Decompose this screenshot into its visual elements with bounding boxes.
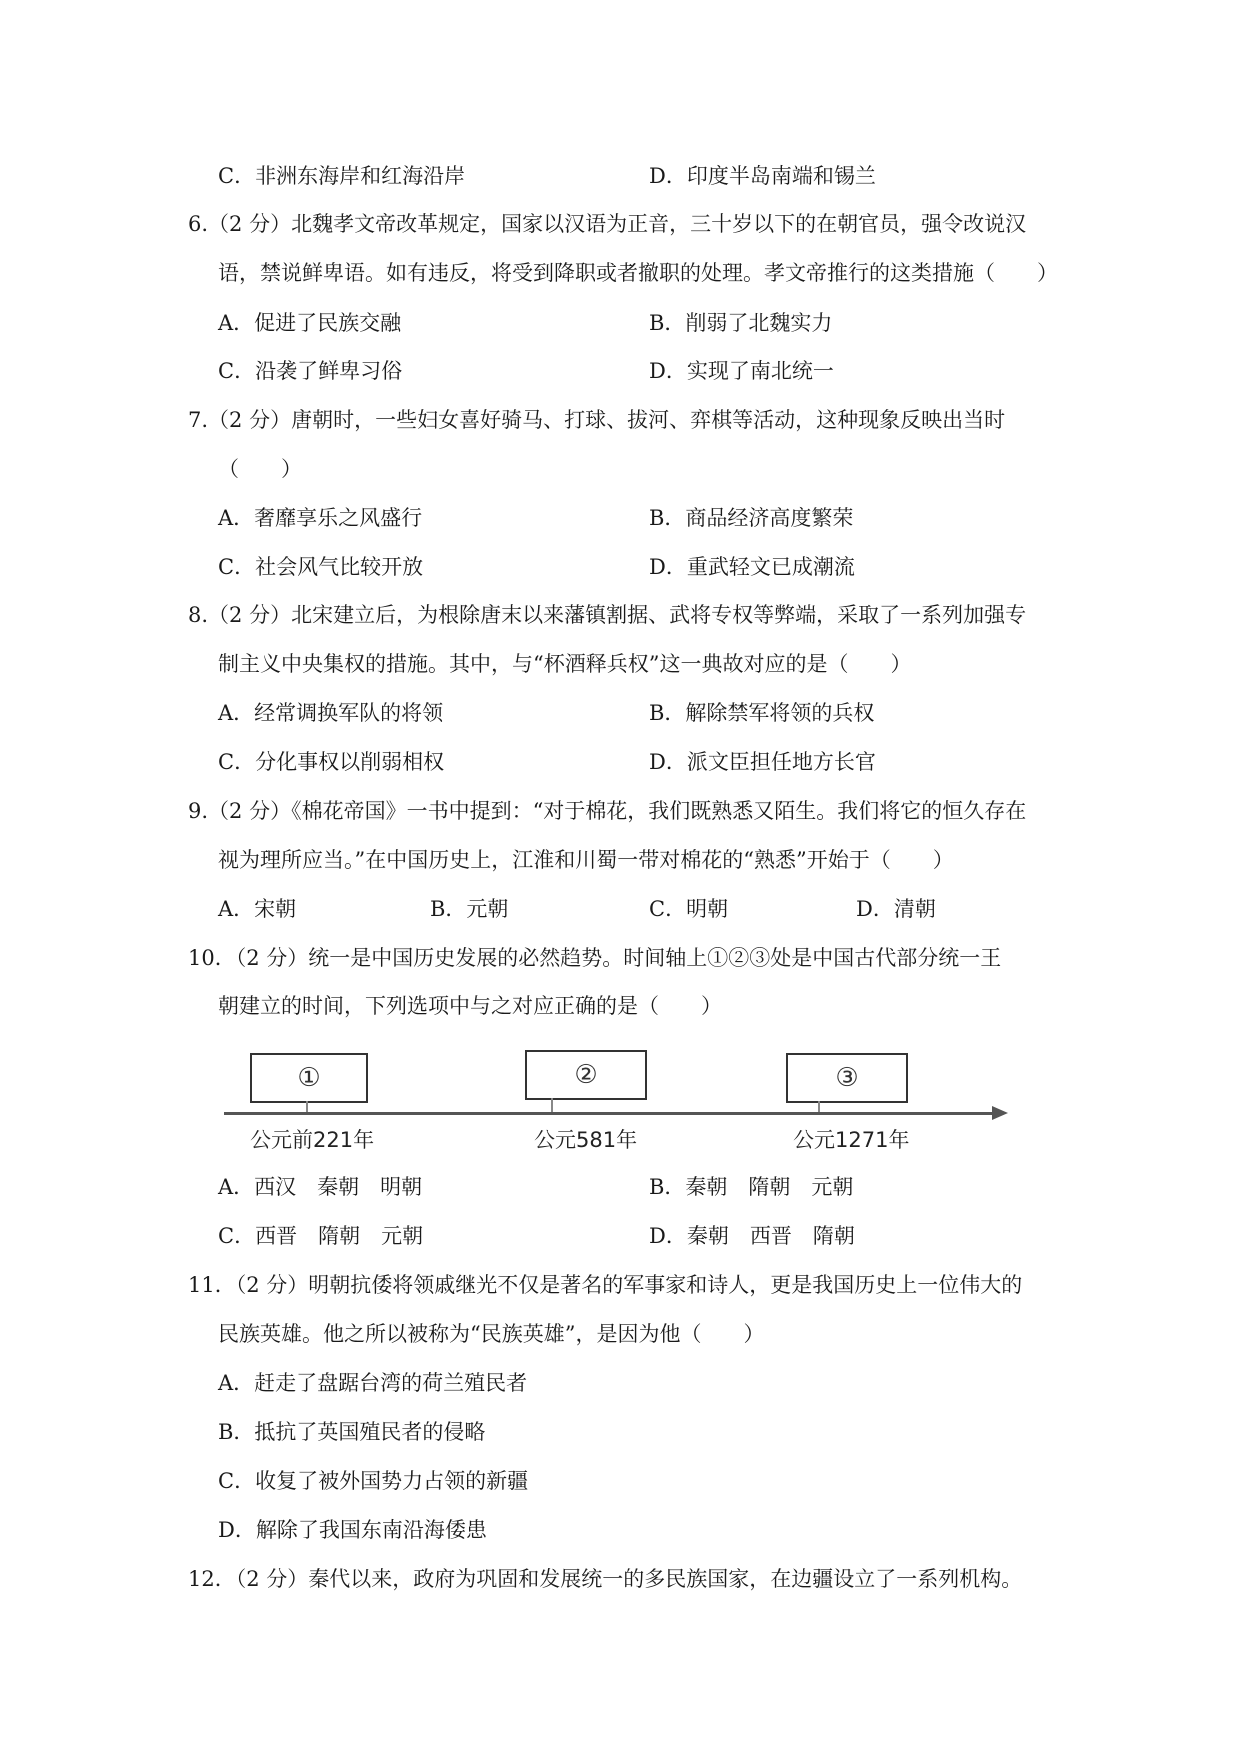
q6-option-b: B．削弱了北魏实力	[649, 311, 833, 335]
q11-option-a: A．赶走了盘踞台湾的荷兰殖民者	[218, 1371, 528, 1395]
q11-option-d: D．解除了我国东南沿海倭患	[218, 1518, 487, 1542]
timeline-marker-1: ①	[250, 1053, 368, 1103]
q7-option-a: A．奢靡享乐之风盛行	[218, 506, 423, 530]
q8-stem-line1: 8.（2 分）北宋建立后，为根除唐末以来藩镇割据、武将专权等弊端，采取了一系列加强专	[188, 603, 1027, 627]
q6-option-d: D．实现了南北统一	[649, 359, 834, 383]
q11-option-b: B．抵抗了英国殖民者的侵略	[218, 1420, 486, 1444]
timeline-marker-3: ③	[786, 1053, 908, 1103]
timeline-label-2: 公元581年	[534, 1128, 638, 1152]
q8-stem-line2: 制主义中央集权的措施。其中，与“杯酒释兵权”这一典故对应的是（ ）	[218, 652, 912, 676]
q9-option-d: D．清朝	[856, 897, 936, 921]
q7-option-d: D．重武轻文已成潮流	[649, 555, 855, 579]
q10-stem-line2: 朝建立的时间，下列选项中与之对应正确的是（ ）	[218, 994, 722, 1018]
timeline-arrow	[992, 1106, 1008, 1120]
q6-stem-line2: 语，禁说鲜卑语。如有违反，将受到降职或者撤职的处理。孝文帝推行的这类措施（ ）	[218, 261, 1058, 285]
q12-stem-line1: 12．（2 分）秦代以来，政府为巩固和发展统一的多民族国家，在边疆设立了一系列机构。	[188, 1567, 1023, 1591]
q9-stem-line2: 视为理所应当。”在中国历史上，江淮和川蜀一带对棉花的“熟悉”开始于（ ）	[218, 848, 954, 872]
q8-option-d: D．派文臣担任地方长官	[649, 750, 876, 774]
q10-stem-line1: 10．（2 分）统一是中国历史发展的必然趋势。时间轴上①②③处是中国古代部分统一王	[188, 946, 1002, 970]
timeline-label-1: 公元前221年	[250, 1128, 375, 1152]
q8-option-b: B．解除禁军将领的兵权	[649, 701, 875, 725]
q10-option-d: D．秦朝 西晋 隋朝	[649, 1224, 855, 1248]
q10-option-b: B．秦朝 隋朝 元朝	[649, 1175, 854, 1199]
q7-stem-line1: 7.（2 分）唐朝时，一些妇女喜好骑马、打球、拔河、弈棋等活动，这种现象反映出当时	[188, 408, 1006, 432]
timeline-axis	[224, 1112, 994, 1115]
q5-option-c: C．非洲东海岸和红海沿岸	[218, 164, 466, 188]
q5-option-d: D．印度半岛南端和锡兰	[649, 164, 876, 188]
q9-option-b: B．元朝	[430, 897, 509, 921]
timeline-marker-2: ②	[525, 1050, 647, 1100]
q8-option-a: A．经常调换军队的将领	[218, 701, 444, 725]
q9-stem-line1: 9.（2 分）《棉花帝国》一书中提到：“对于棉花，我们既熟悉又陌生。我们将它的恒久存在	[188, 799, 1027, 823]
q11-option-c: C．收复了被外国势力占领的新疆	[218, 1469, 529, 1493]
q10-option-a: A．西汉 秦朝 明朝	[218, 1175, 423, 1199]
q8-option-c: C．分化事权以削弱相权	[218, 750, 445, 774]
timeline-label-3: 公元1271年	[793, 1128, 910, 1152]
q10-option-c: C．西晋 隋朝 元朝	[218, 1224, 424, 1248]
q6-option-c: C．沿袭了鲜卑习俗	[218, 359, 403, 383]
q6-option-a: A．促进了民族交融	[218, 311, 402, 335]
timeline-tick-2	[551, 1098, 553, 1113]
q7-option-c: C．社会风气比较开放	[218, 555, 424, 579]
q7-option-b: B．商品经济高度繁荣	[649, 506, 854, 530]
q6-stem-line1: 6.（2 分）北魏孝文帝改革规定，国家以汉语为正音，三十岁以下的在朝官员，强令改说汉	[188, 212, 1027, 236]
q11-stem-line2: 民族英雄。他之所以被称为“民族英雄”，是因为他（ ）	[218, 1322, 765, 1346]
q7-stem-line2: （ ）	[218, 457, 302, 481]
q9-option-c: C．明朝	[649, 897, 729, 921]
q11-stem-line1: 11．（2 分）明朝抗倭将领戚继光不仅是著名的军事家和诗人，更是我国历史上一位伟大的	[188, 1273, 1023, 1297]
q9-option-a: A．宋朝	[218, 897, 297, 921]
